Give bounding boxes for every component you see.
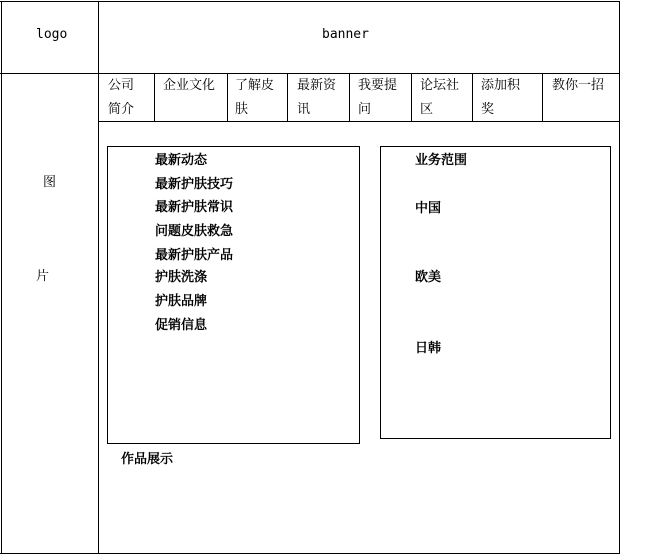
news-link[interactable]: 最新护肤常识 <box>155 200 234 215</box>
nav-item-label: 奖 <box>481 102 495 117</box>
nav-item-label: 企业文化 <box>163 78 216 93</box>
border-top <box>0 1 620 2</box>
nav-sep <box>411 74 412 121</box>
nav-item-label: 最新资 <box>297 78 337 93</box>
nav-sep <box>472 74 473 121</box>
nav-sep <box>349 74 350 121</box>
nav-item-label: 问 <box>358 102 372 117</box>
nav-item-label: 讯 <box>297 102 311 117</box>
nav-item-label: 简介 <box>108 102 135 117</box>
border-right <box>619 1 620 554</box>
nav-item-label: 公司 <box>108 78 135 93</box>
news-link[interactable]: 最新护肤技巧 <box>155 177 234 192</box>
border-left <box>1 1 2 554</box>
news-link[interactable]: 护肤品牌 <box>155 294 208 309</box>
news-box <box>107 146 360 444</box>
business-title: 业务范围 <box>415 153 468 168</box>
column-divider <box>98 1 99 554</box>
business-box <box>380 146 611 439</box>
logo: logo <box>36 27 68 42</box>
nav-item-label: 肤 <box>235 102 249 117</box>
nav-item-company-intro[interactable] <box>108 74 134 122</box>
nav-item-label: 添加积 <box>481 78 521 93</box>
nav-item-corporate-culture[interactable] <box>163 74 215 98</box>
nav-item-teach-tip[interactable] <box>552 74 604 98</box>
nav-sep <box>287 74 288 121</box>
region-link[interactable]: 欧美 <box>415 270 442 285</box>
showcase-label: 作品展示 <box>121 452 174 467</box>
banner: banner <box>322 27 369 42</box>
nav-item-label: 了解皮 <box>235 78 275 93</box>
nav-item-forum[interactable] <box>420 74 459 122</box>
nav-item-know-skin[interactable] <box>235 74 274 122</box>
news-link[interactable]: 最新动态 <box>155 153 208 168</box>
nav-item-add-points[interactable] <box>481 74 520 122</box>
nav-item-ask-question[interactable] <box>358 74 397 122</box>
nav-item-label: 我要提 <box>358 78 398 93</box>
nav-sep <box>542 74 543 121</box>
border-bottom <box>0 553 620 554</box>
news-link[interactable]: 护肤洗涤 <box>155 270 208 285</box>
news-link[interactable]: 促销信息 <box>155 318 208 333</box>
nav-sep <box>227 74 228 121</box>
nav-item-latest-news[interactable] <box>297 74 336 122</box>
nav-sep <box>154 74 155 121</box>
nav-item-label: 论坛社 <box>420 78 460 93</box>
nav-item-label: 区 <box>420 102 434 117</box>
image-label-char-2: 片 <box>36 269 50 284</box>
news-link[interactable]: 最新护肤产品 <box>155 248 234 263</box>
image-label-char-1: 图 <box>43 175 57 190</box>
news-link[interactable]: 问题皮肤救急 <box>155 224 234 239</box>
nav-item-label: 教你一招 <box>552 78 605 93</box>
region-link[interactable]: 中国 <box>415 201 442 216</box>
region-link[interactable]: 日韩 <box>415 341 442 356</box>
